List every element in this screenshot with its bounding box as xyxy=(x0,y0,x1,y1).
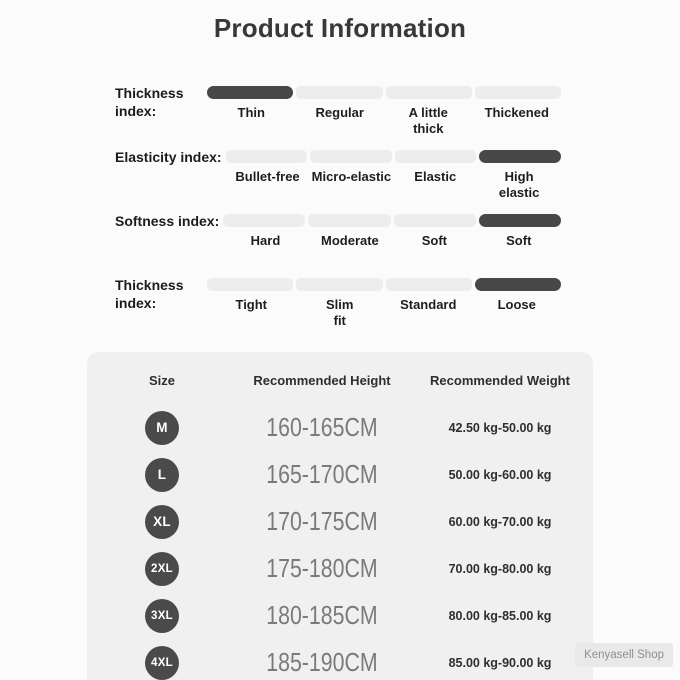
index-row-fit xyxy=(115,278,561,329)
index-label-elasticity: Elasticity index: xyxy=(115,149,222,165)
scale-label: Loose xyxy=(497,297,536,312)
height-cell xyxy=(237,506,407,537)
height-cell xyxy=(237,412,407,443)
bar-track-segment xyxy=(226,150,308,163)
weight-value: 60.00 kg-70.00 kg xyxy=(448,514,552,529)
scale-label: Bullet-free xyxy=(235,169,300,184)
size-badge: 3XL xyxy=(145,599,179,633)
bar-track-segment xyxy=(223,214,305,227)
index-scale-labels xyxy=(207,105,561,137)
bar-track-segment xyxy=(296,86,382,99)
scale-label: High elastic xyxy=(498,169,540,200)
scale-label: Micro-elastic xyxy=(311,169,392,184)
size-badge: 4XL xyxy=(145,646,179,680)
column-header-weight: Recommended Weight xyxy=(430,373,570,388)
index-row-elasticity xyxy=(115,150,561,201)
bar-track-segment xyxy=(386,278,472,291)
scale-label: Regular xyxy=(315,105,364,120)
index-bar-area xyxy=(207,86,561,137)
column-header-height: Recommended Height xyxy=(253,373,391,388)
height-value: 165-170CM xyxy=(266,459,378,489)
height-cell xyxy=(237,553,407,584)
bar-fill-segment xyxy=(479,214,561,227)
index-label-thickness: Thickness index: xyxy=(115,85,184,119)
weight-value: 42.50 kg-50.00 kg xyxy=(448,420,552,435)
bar-fill-segment xyxy=(207,86,293,99)
index-row-softness xyxy=(115,214,561,265)
scale-label: Thickened xyxy=(484,105,549,120)
index-label-fit: Thickness index: xyxy=(115,277,184,311)
weight-value: 50.00 kg-60.00 kg xyxy=(448,467,552,482)
scale-label: Soft xyxy=(506,233,532,248)
size-row-m xyxy=(87,404,593,451)
index-scale-labels xyxy=(226,169,561,201)
scale-label: Tight xyxy=(235,297,268,312)
height-cell xyxy=(237,459,407,490)
bar-fill-segment xyxy=(475,278,561,291)
size-badge-cell xyxy=(87,599,237,633)
size-row-l xyxy=(87,451,593,498)
scale-label: A little thick xyxy=(408,105,448,136)
size-row-4xl xyxy=(87,639,593,680)
size-badge-cell xyxy=(87,505,237,539)
scale-label: Standard xyxy=(400,297,457,312)
size-badge: L xyxy=(145,458,179,492)
size-badge-cell xyxy=(87,552,237,586)
bar-track-segment xyxy=(395,150,477,163)
size-row-3xl xyxy=(87,592,593,639)
height-value: 175-180CM xyxy=(266,553,378,583)
bar-track-segment xyxy=(296,278,382,291)
height-value: 180-185CM xyxy=(266,600,378,630)
size-row-2xl xyxy=(87,545,593,592)
scale-label: Thin xyxy=(237,105,265,120)
column-header-size: Size xyxy=(148,373,175,388)
index-label-softness: Softness index: xyxy=(115,213,220,229)
height-value: 170-175CM xyxy=(266,506,378,536)
bar-track-segment xyxy=(394,214,476,227)
size-badge-cell xyxy=(87,458,237,492)
scale-label: Elastic xyxy=(414,169,457,184)
page-title: Product Information xyxy=(213,13,467,43)
size-badge-cell xyxy=(87,646,237,680)
size-badge: M xyxy=(145,411,179,445)
size-row-xl xyxy=(87,498,593,545)
watermark: Kenyasell Shop xyxy=(575,643,673,667)
bar-fill-segment xyxy=(479,150,561,163)
weight-value: 70.00 kg-80.00 kg xyxy=(448,561,552,576)
index-bar xyxy=(223,214,561,227)
bar-track-segment xyxy=(207,278,293,291)
size-badge: XL xyxy=(145,505,179,539)
index-bar-area xyxy=(207,278,561,329)
scale-label: Soft xyxy=(421,233,447,248)
size-badge: 2XL xyxy=(145,552,179,586)
size-chart-header xyxy=(87,352,593,389)
index-bar xyxy=(226,150,561,163)
index-bar xyxy=(207,278,561,291)
scale-label: Moderate xyxy=(321,233,379,248)
weight-value: 85.00 kg-90.00 kg xyxy=(448,655,552,670)
index-bar xyxy=(207,86,561,99)
scale-label: Slim fit xyxy=(326,297,354,328)
height-value: 185-190CM xyxy=(266,647,378,677)
bar-track-segment xyxy=(310,150,392,163)
size-chart-rows xyxy=(87,404,593,680)
bar-track-segment xyxy=(386,86,472,99)
scale-label: Hard xyxy=(250,233,281,248)
index-bar-area xyxy=(226,150,561,201)
index-scale-labels xyxy=(207,297,561,329)
height-value: 160-165CM xyxy=(266,412,378,442)
height-cell xyxy=(237,647,407,678)
size-badge-cell xyxy=(87,411,237,445)
index-scale-labels xyxy=(223,233,561,265)
height-cell xyxy=(237,600,407,631)
index-row-thickness xyxy=(115,86,561,137)
size-chart xyxy=(87,352,593,680)
index-section xyxy=(115,86,561,342)
bar-track-segment xyxy=(475,86,561,99)
bar-track-segment xyxy=(308,214,390,227)
index-bar-area xyxy=(223,214,561,265)
weight-value: 80.00 kg-85.00 kg xyxy=(448,608,552,623)
